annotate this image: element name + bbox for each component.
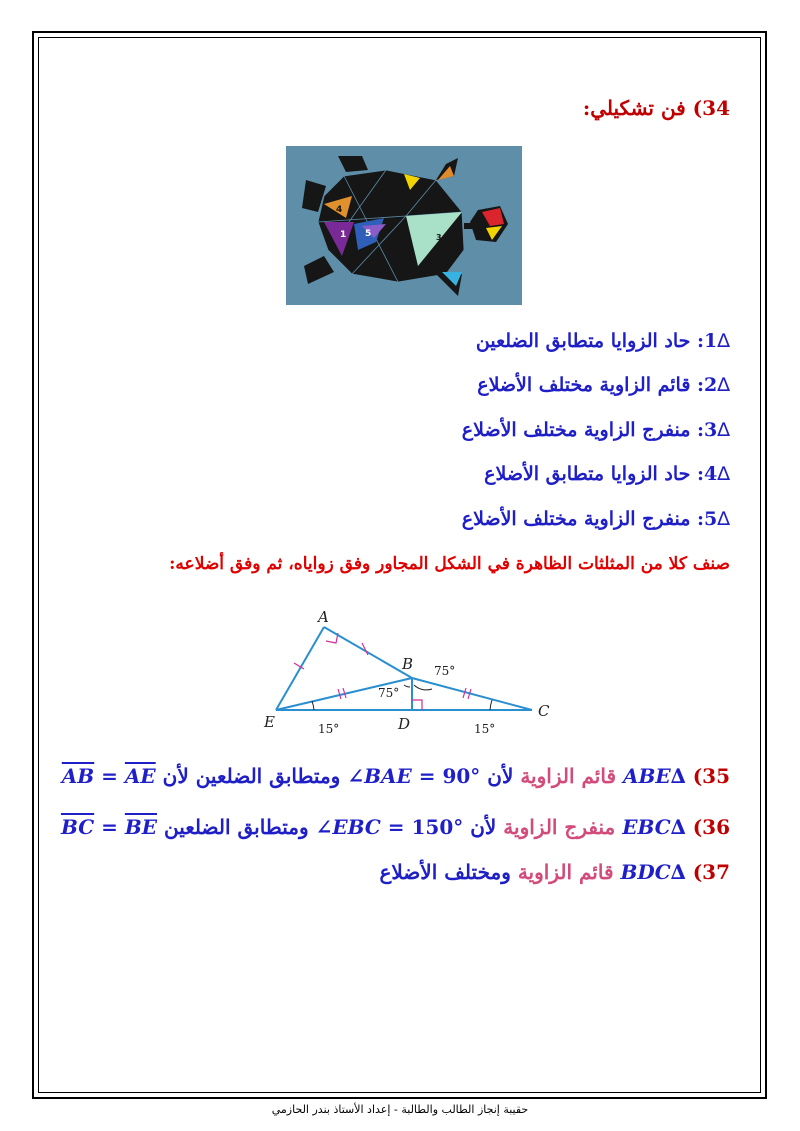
answer-5 xyxy=(462,508,730,530)
classification-sides: ومختلف الأضلاع xyxy=(379,860,511,884)
point-b-label: B xyxy=(402,655,414,673)
answer-2 xyxy=(477,374,730,396)
answer-1 xyxy=(476,330,730,352)
point-e-label: E xyxy=(264,713,275,731)
angle-label-b-left: 75° xyxy=(378,686,400,700)
answer-36 xyxy=(61,815,730,839)
triangle-symbol: ∆ xyxy=(717,419,730,441)
turtle-label-2: 2 xyxy=(480,231,487,241)
point-c-label: C xyxy=(538,702,550,720)
triangle-name: ∆EBC xyxy=(622,815,686,839)
turtle-label-5: 5 xyxy=(365,229,372,239)
answer-4 xyxy=(484,463,730,485)
classification-angle: قائم الزاوية xyxy=(517,860,614,884)
answer-text: : قائم الزاوية مختلف الأضلاع xyxy=(477,374,705,396)
question-number: 35) xyxy=(692,764,730,788)
turtle-label-1: 1 xyxy=(340,230,347,240)
segment-equation: $\overline{AB} = \overline{AE}$ xyxy=(61,764,156,788)
point-d-label: D xyxy=(398,715,411,733)
answer-number: 2 xyxy=(704,374,718,396)
triangle-symbol: ∆ xyxy=(717,508,730,530)
triangle-figure xyxy=(262,605,562,745)
answer-number: 1 xyxy=(704,330,718,352)
answer-35 xyxy=(62,764,730,788)
triangle-symbol: ∆ xyxy=(717,330,730,352)
angle-label-b-right: 75° xyxy=(434,664,456,678)
answer-text: : منفرج الزاوية مختلف الأضلاع xyxy=(461,508,705,530)
question-text: صنف كلا من المثلثات الظاهرة في الشكل المجاور وفق زواياه، ثم وفق أضلاعه: xyxy=(169,554,730,574)
page-footer: حقيبة إنجاز الطالب والطالبة - إعداد الأستاذ بندر الحازمي xyxy=(271,1103,529,1116)
classification-sides: ومتطابق الضلعين xyxy=(163,815,309,839)
triangle-name: ∆ABE xyxy=(622,764,686,788)
question-number: 36) xyxy=(692,815,730,839)
angle-label-c: 15° xyxy=(474,722,496,736)
answer-text: : حاد الزوايا متطابق الضلعين xyxy=(475,330,705,352)
segment-equation: $\overline{BC} = \overline{BE}$ xyxy=(60,815,158,839)
triangle-name: ∆BDC xyxy=(620,860,686,884)
classification-angle: منفرج الزاوية xyxy=(503,815,616,839)
because-text: لأن xyxy=(470,815,497,839)
answer-number: 3 xyxy=(704,419,718,441)
angle-equation: ∠BAE = 90° xyxy=(347,764,481,788)
turtle-label-3: 3 xyxy=(436,233,442,242)
turtle-art-image xyxy=(286,146,522,305)
answer-3 xyxy=(462,419,730,441)
answer-text: : منفرج الزاوية مختلف الأضلاع xyxy=(461,419,705,441)
answer-37 xyxy=(379,860,730,884)
question-number: 37) xyxy=(692,860,730,884)
turtle-label-4: 4 xyxy=(336,205,343,215)
triangle-symbol: ∆ xyxy=(717,374,730,396)
angle-label-e: 15° xyxy=(318,722,340,736)
answer-text: : حاد الزوايا متطابق الأضلاع xyxy=(484,463,705,485)
section-title: 34) فن تشكيلي: xyxy=(582,96,730,120)
answer-number: 4 xyxy=(704,463,718,485)
because-text: لأن xyxy=(487,764,514,788)
point-a-label: A xyxy=(318,608,329,626)
angle-equation: ∠EBC = 150° xyxy=(315,815,464,839)
classification-angle: قائم الزاوية xyxy=(520,764,617,788)
triangle-symbol: ∆ xyxy=(717,463,730,485)
classification-sides: ومتطابق الضلعين لأن xyxy=(162,764,341,788)
answer-number: 5 xyxy=(704,508,718,530)
